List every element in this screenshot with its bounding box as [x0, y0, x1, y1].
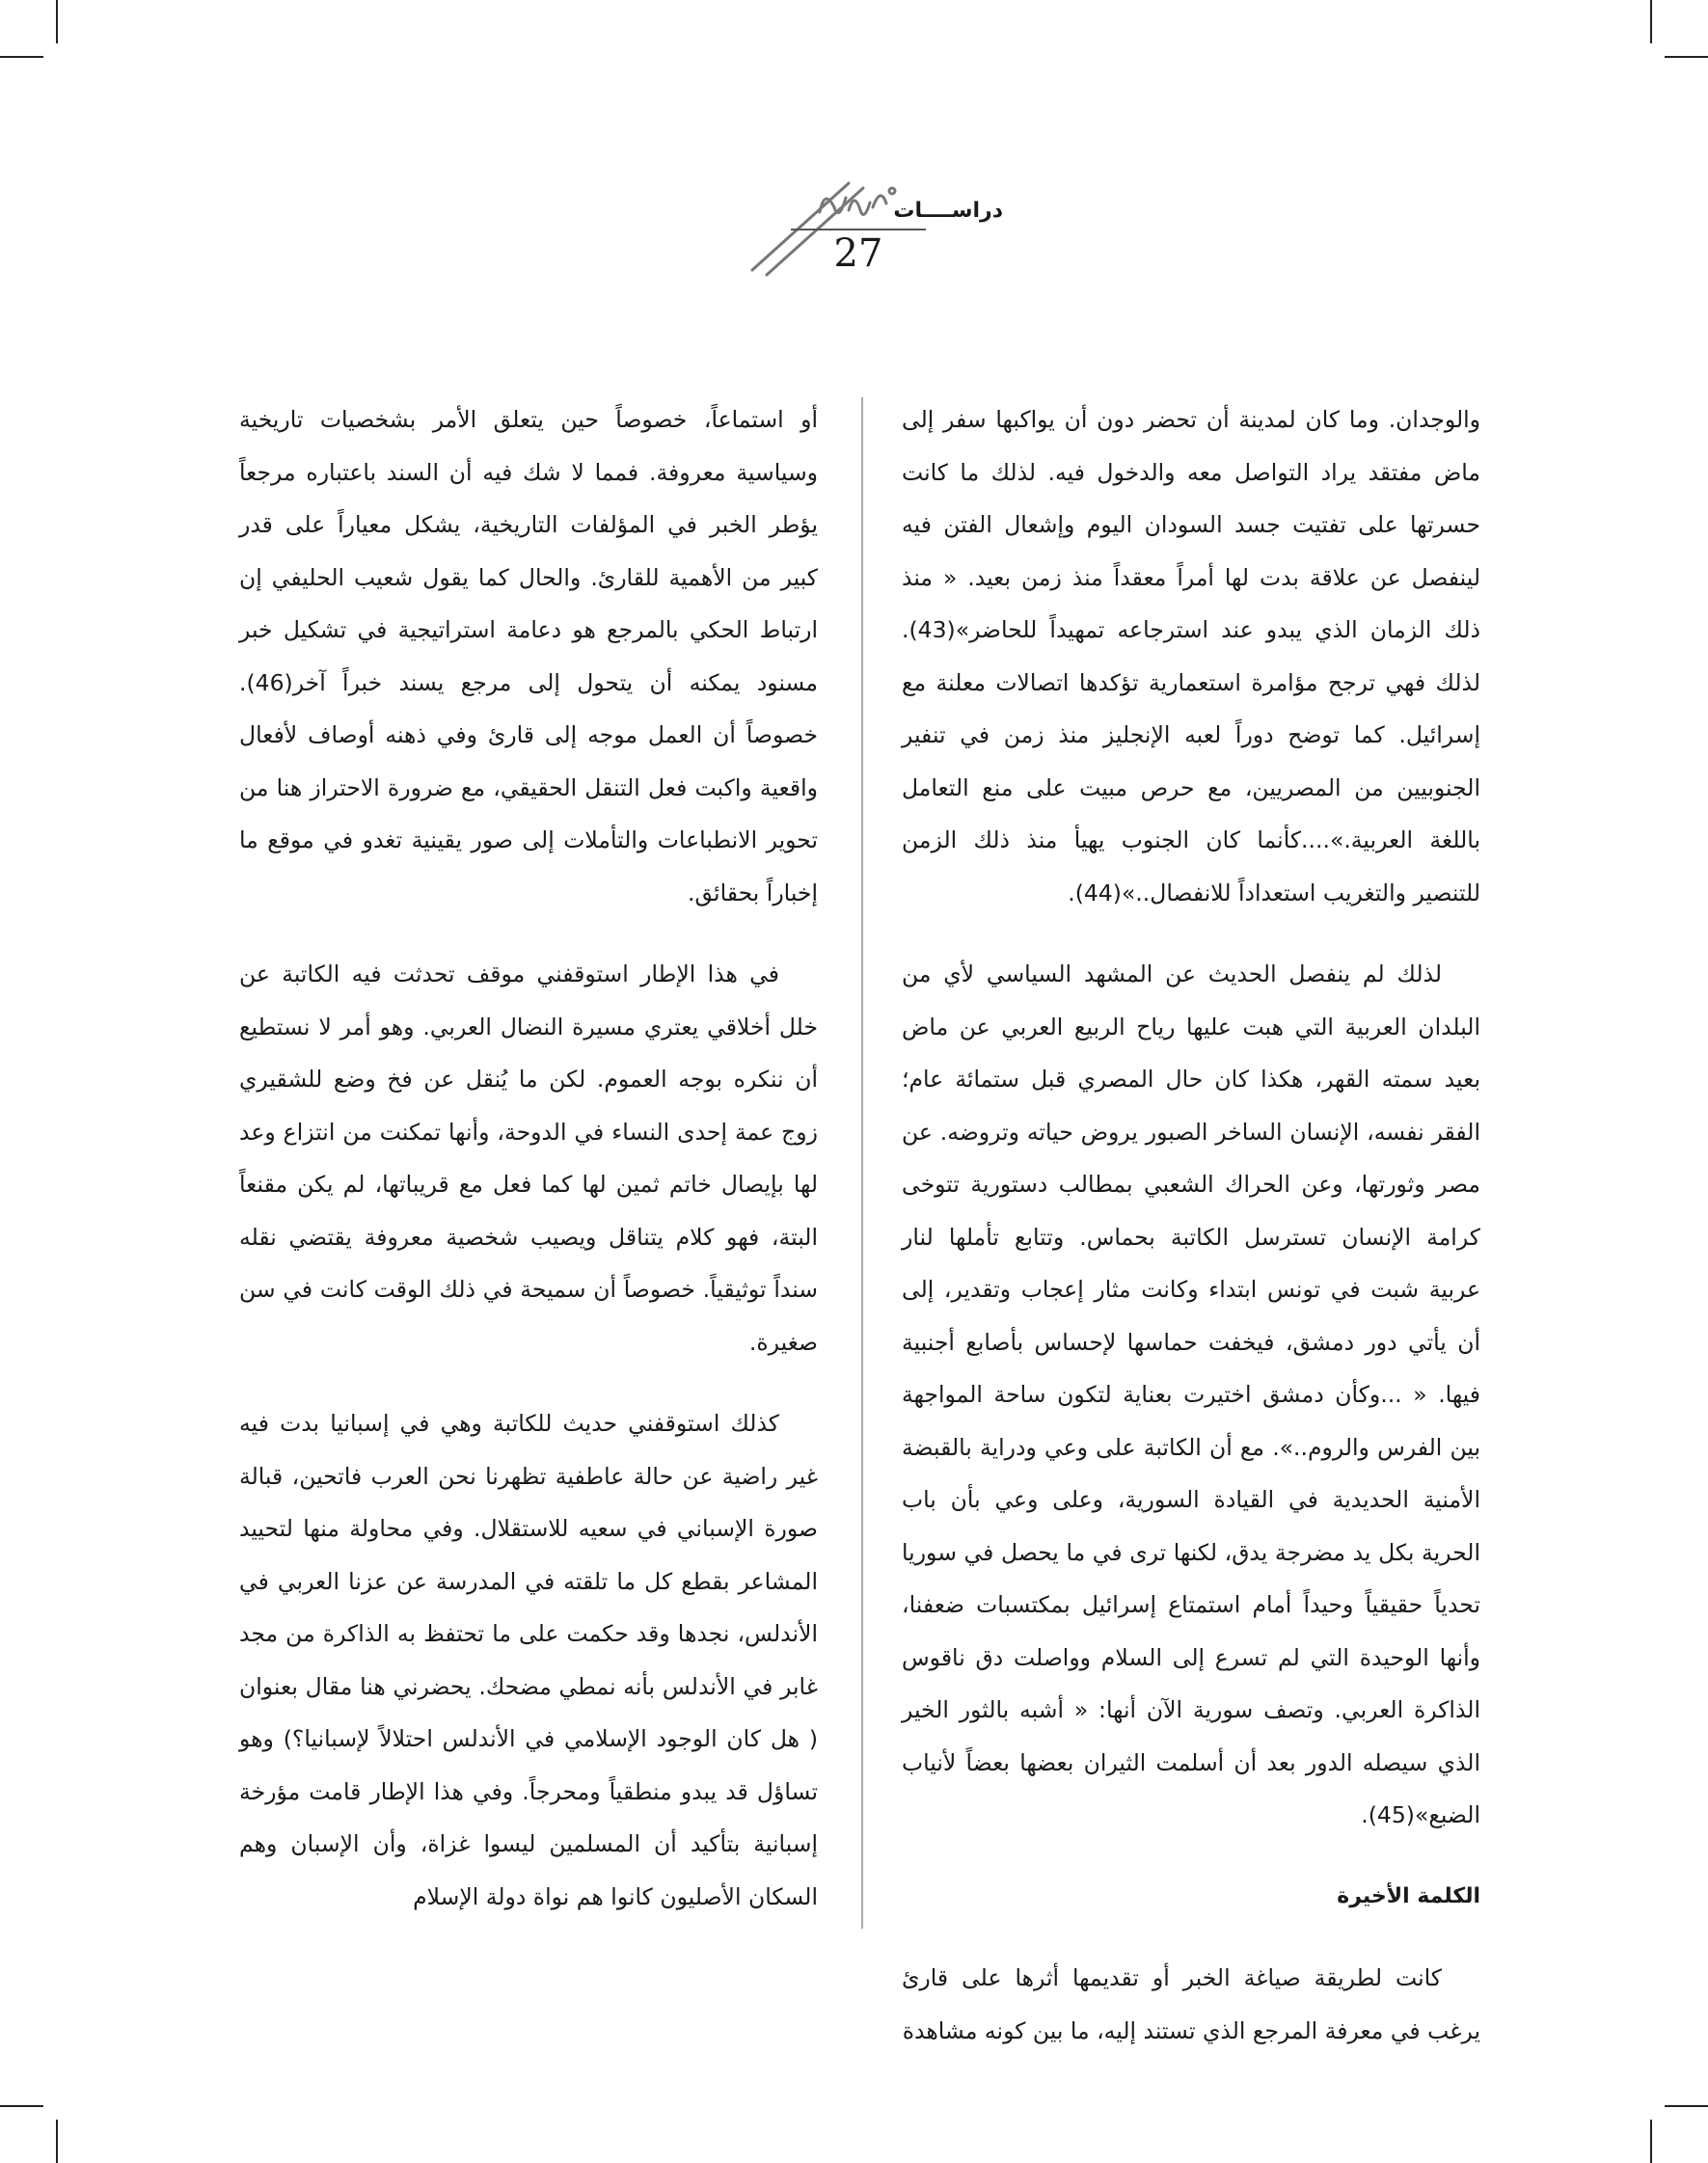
crop-mark: [0, 2105, 43, 2107]
crop-mark: [1665, 2105, 1708, 2107]
crop-mark: [1650, 2120, 1652, 2163]
crop-mark: [56, 2120, 58, 2163]
paragraph: أو استماعاً، خصوصاً حين يتعلق الأمر بشخصيات تاريخية وسياسية معروفة. فمما لا شك فيه أن السند باعتباره مرجعاً يؤطر الخبر في المؤلفات التاريخية، يشكل معياراً على قدر كبير من الأهمية للقارئ. والحال كما يقول شعيب الحليفي إن ارتباط الحكي بالمرجع هو دعامة استراتيجية في تشكيل خبر مسنود يمكنه أن يتحول إلى مرجع يسند خبراً آخر(46). خصوصاً أن العمل موجه إلى قارئ وفي ذهنه أوصاف لأفعال واقعية واكبت فعل التنقل الحقيقي، مع ضرورة الاحتراز هنا من تحوير الانطباعات والتأملات إلى صور يقينية تغدو في موقع ما إخباراً بحقائق.: [239, 406, 818, 906]
paragraph: لذلك لم ينفصل الحديث عن المشهد السياسي لأي من البلدان العربية التي هبت عليها رياح الربيع العربي عن ماض بعيد سمته القهر، هكذا كان حال المصري قبل ستمائة عام؛ الفقر نفسه، الإنسان الساخر الصبور يروض حياته وتروضه. عن مصر وثورتها، وعن الحراك الشعبي بمطالب دستورية تتوخى كرامة الإنسان تسترسل الكاتبة بحماس. وتتابع تأملها لنار عربية شبت في تونس ابتداء وكانت مثار إعجاب وتقدير، إلى أن يأتي دور دمشق، فيخفت حماسها لإحساس بأصابع أجنبية فيها. « ...وكأن دمشق اختيرت بعناية لتكون ساحة المواجهة بين الفرس والروم..». مع أن الكاتبة على وعي ودراية بالقبضة الأمنية الحديدية في القيادة السورية، وعلى وعي بأن باب الحرية بكل يد مضرجة يدق، لكنها ترى في ما يحصل في سوريا تحدياً حقيقياً وحيداً أمام استمتاع إسرائيل بمكتسبات ضعفنا، وأنها الوحيدة التي لم تسرع إلى السلام وواصلت دق ناقوس الذاكرة العربي. وتصف سورية الآن أنها: « أشبه بالثور الخير الذي سيصله الدور بعد أن أسلمت الثيران بعضها بعضاً لأنياب الضبع»(45).: [902, 960, 1480, 1828]
column-divider: [861, 397, 863, 1929]
paragraph: كانت لطريقة صياغة الخبر أو تقديمها أثرها على قارئ يرغب في معرفة المرجع الذي تستند إليه، ما بين كونه مشاهدة: [902, 1964, 1480, 2044]
right-column: [902, 393, 1480, 2086]
crop-mark: [56, 0, 58, 43]
page-header: [714, 174, 1003, 289]
section-heading: الكلمة الأخيرة: [1337, 1883, 1480, 1908]
crop-mark: [0, 56, 43, 58]
section-label: دراســــات: [893, 199, 1003, 223]
crop-mark: [1650, 0, 1652, 43]
paragraph: والوجدان. وما كان لمدينة أن تحضر دون أن يواكبها سفر إلى ماض مفتقد يراد التواصل معه والدخول فيه. لذلك ما كانت حسرتها على تفتيت جسد السودان اليوم وإشعال الفتن فيه لينفصل عن علاقة بدت لها أمراً معقداً منذ زمن بعيد. « منذ ذلك الزمان الذي يبدو عند استرجاعه تمهيداً للحاضر»(43). لذلك فهي ترجح مؤامرة استعمارية تؤكدها اتصالات معلنة مع إسرائيل. كما توضح دوراً لعبه الإنجليز منذ زمن في تنفير الجنوبيين من المصريين، مع حرص مبيت على منع التعامل باللغة العربية.»....كأنما كان الجنوب يهيأ منذ ذلك الزمن للتنصير والتغريب استعداداً للانفصال..»(44).: [902, 406, 1480, 906]
page-number: 27: [833, 231, 883, 276]
left-column: [239, 393, 818, 1952]
paragraph: في هذا الإطار استوقفني موقف تحدثت فيه الكاتبة عن خلل أخلاقي يعتري مسيرة النضال العربي. وهو أمر لا نستطيع أن ننكره بوجه العموم. لكن ما يُنقل عن فخ وضع للشقيري زوج عمة إحدى النساء في الدوحة، وأنها تمكنت من انتزاع وعد لها بإيصال خاتم ثمين لها كما فعل مع قريباتها، لم يكن مقنعاً البتة، فهو كلام يتناقل ويصيب شخصية معروفة يقتضي نقله سنداً توثيقياً. خصوصاً أن سميحة في ذلك الوقت كانت في سن صغيرة.: [239, 960, 818, 1356]
crop-mark: [1665, 56, 1708, 58]
paragraph: كذلك استوقفني حديث للكاتبة وهي في إسبانيا بدت فيه غير راضية عن حالة عاطفية تظهرنا نحن العرب فاتحين، قبالة صورة الإسباني في سعيه للاستقلال. وفي محاولة منها لتحييد المشاعر بقطع كل ما تلقته في المدرسة عن عزنا العربي في الأندلس، نجدها وقد حكمت على ما تحتفظ به الذاكرة من مجد غابر في الأندلس بأنه نمطي مضحك. يحضرني هنا مقال بعنوان ( هل كان الوجود الإسلامي في الأندلس احتلالاً لإسبانيا؟) وهو تساؤل قد يبدو منطقياً ومحرجاً. وفي هذا الإطار قامت مؤرخة إسبانية بتأكيد أن المسلمين ليسوا غزاة، وأن الإسبان وهم السكان الأصليون كانوا هم نواة دولة الإسلام: [239, 1410, 818, 1910]
